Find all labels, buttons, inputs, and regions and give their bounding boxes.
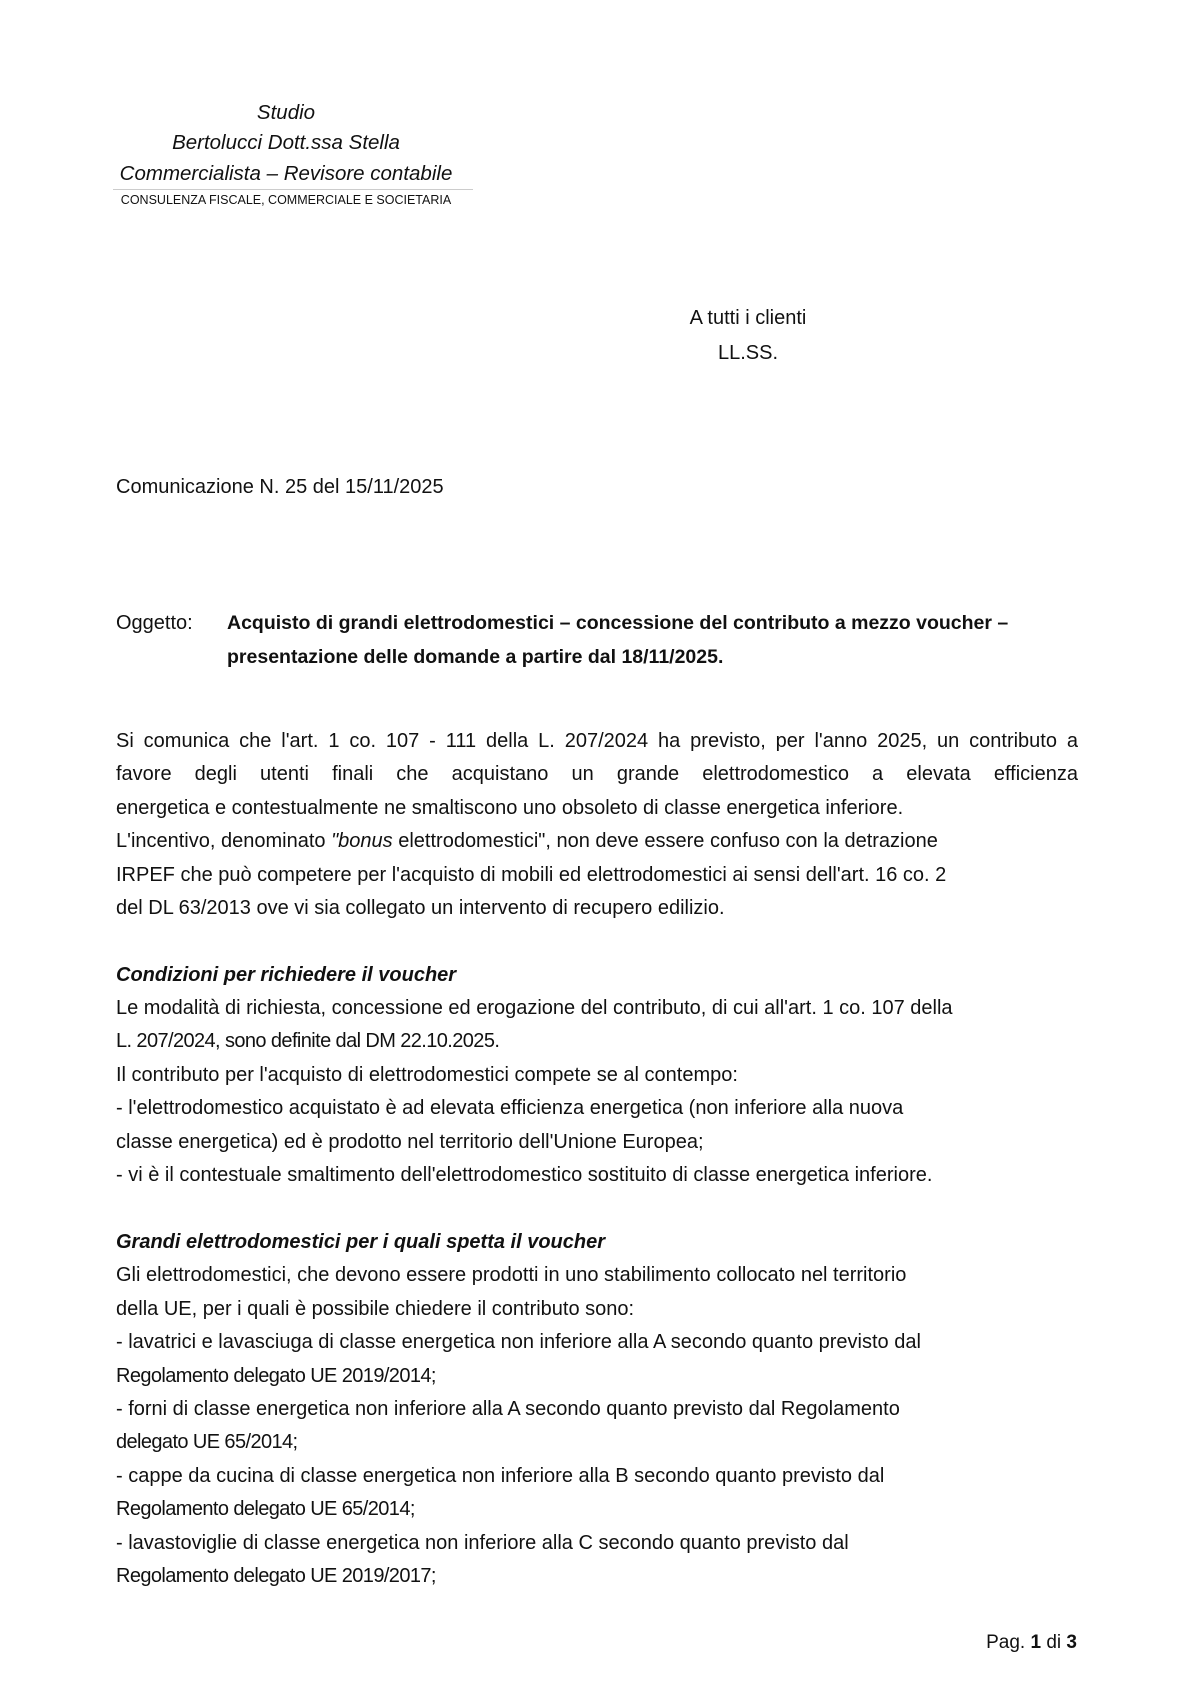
page-prefix: Pag. <box>986 1632 1026 1653</box>
intro-text: elettrodomestici", non deve essere confuso con la detrazione <box>392 830 938 852</box>
appliances-line: Gli elettrodomestici, che devono essere prodotti in uno stabilimento collocato nel territorio <box>116 1264 907 1286</box>
intro-line <box>116 829 938 853</box>
page-number <box>986 1631 1077 1655</box>
conditions-line: - l'elettrodomestico acquistato è ad elevata efficienza energetica (non inferiore alla nuova <box>116 1097 904 1119</box>
conditions-line: L. 207/2024, sono definite dal DM 22.10.2025. <box>116 1030 500 1052</box>
appliances-line: - forni di classe energetica non inferiore alla A secondo quanto previsto dal Regolamento <box>116 1398 900 1420</box>
studio-name-line3: Commercialista – Revisore contabile <box>119 162 453 185</box>
appliances-line: Regolamento delegato UE 2019/2014; <box>116 1365 436 1387</box>
conditions-line: Il contributo per l'acquisto di elettrodomestici compete se al contempo: <box>116 1064 738 1086</box>
conditions-line: Le modalità di richiesta, concessione ed erogazione del contributo, di cui all'art. 1 co. 107 della <box>116 997 953 1019</box>
communication-number: Comunicazione N. 25 del 15/11/2025 <box>116 476 444 498</box>
conditions-line: classe energetica) ed è prodotto nel territorio dell'Unione Europea; <box>116 1131 704 1153</box>
current-page: 1 <box>1030 1632 1042 1653</box>
intro-line: favore degli utenti finali che acquistano un grande elettrodomestico a elevata efficienza <box>116 763 1078 785</box>
appliances-line: - lavatrici e lavasciuga di classe energetica non inferiore alla A secondo quanto previsto dal <box>116 1331 921 1353</box>
studio-tagline: CONSULENZA FISCALE, COMMERCIALE E SOCIETARIA <box>120 193 452 207</box>
studio-name-line1: Studio <box>256 101 316 124</box>
intro-line: Si comunica che l'art. 1 co. 107 - 111 della L. 207/2024 ha previsto, per l'anno 2025, un contributo a <box>116 730 1078 752</box>
conditions-line: - vi è il contestuale smaltimento dell'elettrodomestico sostituito di classe energetica inferiore. <box>116 1164 933 1186</box>
recipient-line1: A tutti i clienti <box>689 307 807 329</box>
recipient-line2: LL.SS. <box>717 342 779 364</box>
intro-line: IRPEF che può competere per l'acquisto di mobili ed elettrodomestici ai sensi dell'art. 16 co. 2 <box>116 864 947 886</box>
section-heading-appliances: Grandi elettrodomestici per i quali spetta il voucher <box>116 1231 606 1253</box>
section-heading-conditions: Condizioni per richiedere il voucher <box>116 964 457 986</box>
subject-line1: Acquisto di grandi elettrodomestici – concessione del contributo a mezzo voucher – <box>227 612 1009 634</box>
intro-line: del DL 63/2013 ove vi sia collegato un intervento di recupero edilizio. <box>116 897 725 919</box>
appliances-line: delegato UE 65/2014; <box>116 1431 298 1453</box>
page-of: di <box>1046 1632 1062 1653</box>
appliances-line: Regolamento delegato UE 65/2014; <box>116 1498 415 1520</box>
appliances-line: della UE, per i quali è possibile chiedere il contributo sono: <box>116 1298 635 1320</box>
appliances-line: - lavastoviglie di classe energetica non inferiore alla C secondo quanto previsto dal <box>116 1532 849 1554</box>
intro-line: energetica e contestualmente ne smaltiscono uno obsoleto di classe energetica inferiore. <box>116 797 904 819</box>
total-pages: 3 <box>1066 1632 1077 1653</box>
intro-text: L'incentivo, denominato <box>116 830 332 852</box>
subject-line2: presentazione delle domande a partire dal 18/11/2025. <box>227 646 724 668</box>
subject-label: Oggetto: <box>116 612 193 634</box>
studio-name-line2: Bertolucci Dott.ssa Stella <box>172 131 400 154</box>
header-divider <box>113 189 473 190</box>
appliances-line: Regolamento delegato UE 2019/2017; <box>116 1565 436 1587</box>
appliances-line: - cappe da cucina di classe energetica non inferiore alla B secondo quanto previsto dal <box>116 1465 885 1487</box>
bonus-emphasis: "bonus <box>331 830 393 852</box>
